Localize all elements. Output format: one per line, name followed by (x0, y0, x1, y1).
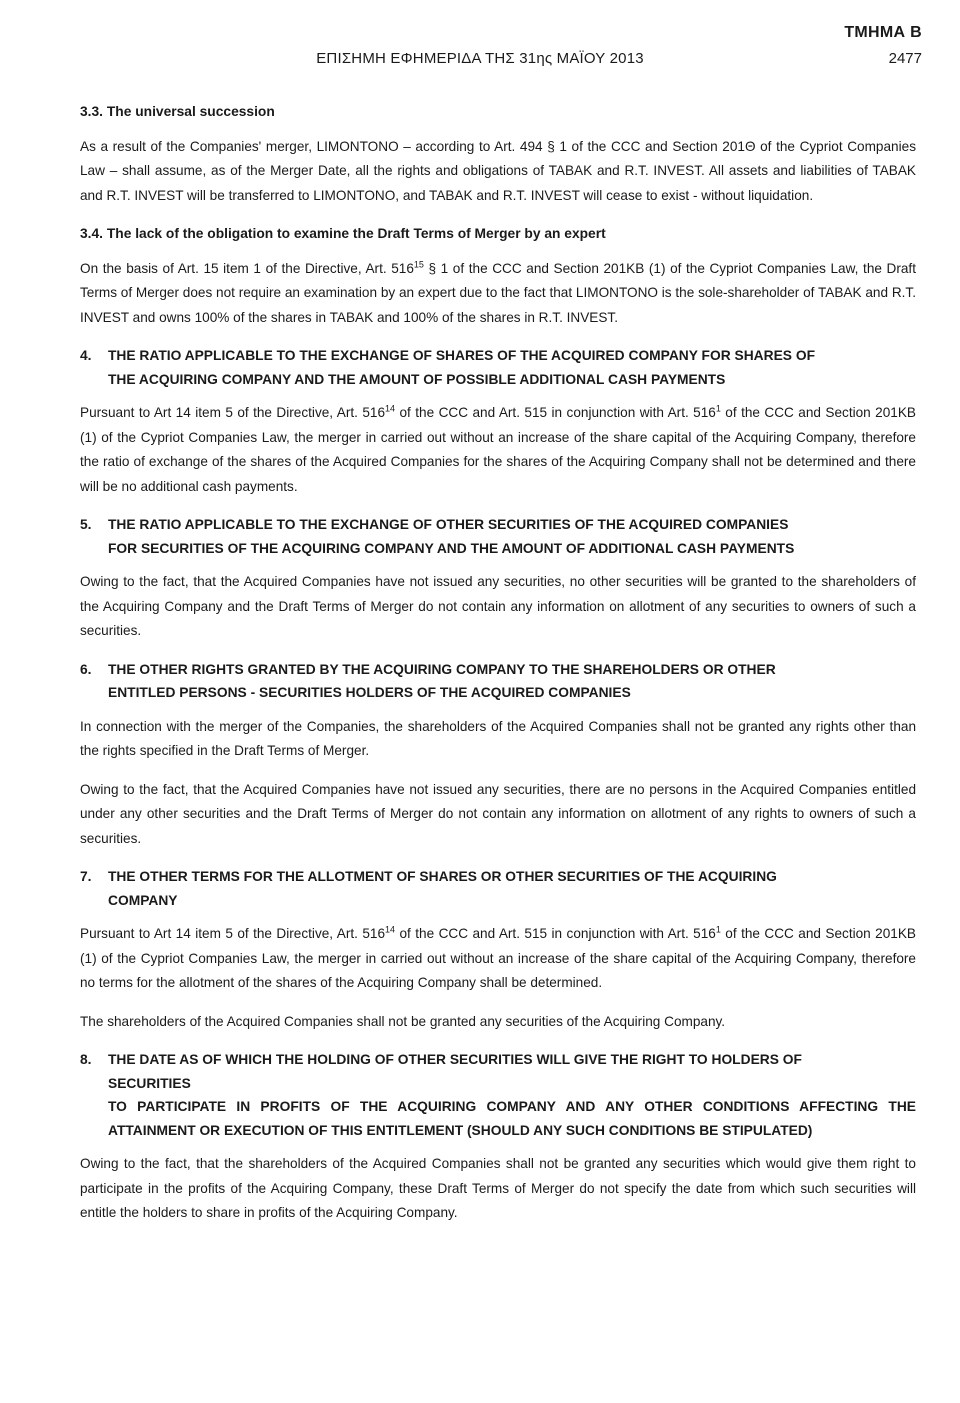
section-number: 7. (80, 869, 92, 884)
paragraph-no-securities: The shareholders of the Acquired Companies shall not be granted any securities of the Acquiring Company. (80, 1013, 726, 1029)
section-title-line: FOR SECURITIES OF THE ACQUIRING COMPANY AND THE AMOUNT OF ADDITIONAL CASH PAYMENTS (108, 540, 795, 556)
superscript: 14 (385, 924, 396, 935)
text-run: On the basis of Art. 15 item 1 of the Directive, Art. 516 (80, 260, 414, 276)
section-title-line: THE RATIO APPLICABLE TO THE EXCHANGE OF OTHER SECURITIES OF THE ACQUIRED COMPANIES (108, 517, 789, 532)
section-number: 4. (80, 348, 92, 363)
text-run: of the CCC and Art. 515 in conjunction with Art. 516 (395, 405, 716, 420)
superscript: 1 (715, 403, 721, 414)
document-body (80, 100, 916, 1226)
section-title-line: THE OTHER TERMS FOR THE ALLOTMENT OF SHARES OR OTHER SECURITIES OF THE ACQUIRING (108, 869, 777, 884)
section-title (108, 344, 916, 391)
section-number: 6. (80, 661, 92, 677)
section-number: 5. (80, 517, 92, 532)
paragraph-universal-succession: As a result of the Companies' merger, LIMONTONO – according to Art. 494 § 1 of the CCC and Section 201Θ of the Cypriot Companies Law – shall assume, as of the Merger Date, all the rights and obligations of TABAK and R.T. INVEST. All assets and liabilities of TABAK and R.T. INVEST will be transferred to LIMONTONO, and TABAK and R.T. INVEST will cease to exist - without liquidation. (80, 138, 916, 203)
gazette-title: ΕΠΙΣΗΜΗ ΕΦΗΜΕΡΙΔΑ ΤΗΣ 31ης ΜΑΪΟΥ 2013 (316, 50, 644, 67)
paragraph-other-rights-1: In connection with the merger of the Companies, the shareholders of the Acquired Companies shall not be granted any rights other than the rights specified in the Draft Terms of Merger. (80, 718, 916, 758)
section-heading-5 (80, 513, 916, 560)
section-title-line: SECURITIES (108, 1075, 191, 1091)
section-title (108, 1048, 916, 1142)
paragraph-other-rights-2: Owing to the fact, that the Acquired Companies have not issued any securities, there are no persons in the Acquired Companies entitled under any other securities and the Draft Terms of Merger do not contain any information on allotment of any rights to owners of such a securities. (80, 781, 916, 846)
page-number: 2477 (888, 50, 922, 67)
section-heading-7 (80, 865, 916, 912)
section-number: 8. (80, 1052, 92, 1067)
paragraph-other-securities: Owing to the fact, that the Acquired Companies have not issued any securities, no other securities will be granted to the shareholders of the Acquiring Company and the Draft Terms of Merger do not contain any information on allotment of any securities to owners of such a securities. (80, 574, 916, 638)
section-label: ΤΜΗΜΑ Β (844, 24, 922, 41)
section-title (108, 658, 916, 705)
paragraph-exchange-ratio (80, 401, 916, 499)
text-run: of the CCC and Art. 515 in conjunction with Art. 516 (395, 926, 716, 941)
superscript: 14 (385, 403, 396, 414)
superscript: 1 (715, 924, 721, 935)
subsection-heading-3-4: 3.4. The lack of the obligation to examine the Draft Terms of Merger by an expert (80, 226, 606, 241)
section-title-line: THE DATE AS OF WHICH THE HOLDING OF OTHER SECURITIES WILL GIVE THE RIGHT TO HOLDERS OF (108, 1052, 802, 1067)
text-run: Pursuant to Art 14 item 5 of the Directive, Art. 516 (80, 405, 386, 420)
text-run: § 1 of the CCC and Section 201KB (1) of the Cypriot Companies Law, the Draft Terms of Merger does not require an examination by an expert due to the fact that LIMONTONO is the sole-shareholder of TABAK and R.T. INVEST and owns 100% of the shares in TABAK and 100% of the shares in R.T. INVEST. (80, 260, 916, 325)
section-title-line: TO PARTICIPATE IN PROFITS OF THE ACQUIRING COMPANY AND ANY OTHER CONDITIONS AFFECTING THE ATTAINMENT OR EXECUTION OF THIS ENTITLEMENT (SHOULD ANY SUCH CONDITIONS BE STIPULATED) (108, 1099, 916, 1138)
section-title-line: THE OTHER RIGHTS GRANTED BY THE ACQUIRING COMPANY TO THE SHAREHOLDERS OR OTHER (108, 661, 776, 677)
section-title-line: ENTITLED PERSONS - SECURITIES HOLDERS OF THE ACQUIRED COMPANIES (108, 685, 631, 700)
text-run: of the CCC and Section 201KB (1) of the Cypriot Companies Law, the merger in carried out without an increase of the share capital of the Acquiring Company, therefore no terms for the allotment of the shares of the Acquiring Company shall be determined. (80, 926, 916, 990)
superscript: 15 (413, 258, 424, 269)
text-run: of the CCC and Section 201KB (1) of the Cypriot Companies Law, the merger in carried out without an increase of the share capital of the Acquiring Company, therefore the ratio of exchange of the shares of the Acquired Companies for the shares of the Acquiring Company shall not be determined and there will be no additional cash payments. (80, 405, 916, 494)
paragraph-expert-examination (80, 257, 916, 331)
section-heading-4 (80, 344, 916, 391)
section-title (108, 513, 916, 560)
section-heading-6 (80, 658, 916, 705)
section-title-line: COMPANY (108, 892, 178, 908)
text-run: Pursuant to Art 14 item 5 of the Directive, Art. 516 (80, 926, 386, 941)
section-heading-8 (80, 1048, 916, 1142)
subsection-heading-3-3: 3.3. The universal succession (80, 104, 275, 119)
section-title (108, 865, 916, 912)
section-title-line: THE RATIO APPLICABLE TO THE EXCHANGE OF SHARES OF THE ACQUIRED COMPANY FOR SHARES OF (108, 348, 816, 363)
paragraph-profit-participation: Owing to the fact, that the shareholders of the Acquired Companies shall not be granted any securities which would give them right to participate in the profits of the Acquiring Company, these Draft Terms of Merger do not specify the date from which such securities will entitle the holders to share in profits of the Acquiring Company. (80, 1156, 916, 1220)
paragraph-allotment-terms (80, 922, 916, 996)
section-title-line: THE ACQUIRING COMPANY AND THE AMOUNT OF POSSIBLE ADDITIONAL CASH PAYMENTS (108, 371, 726, 387)
